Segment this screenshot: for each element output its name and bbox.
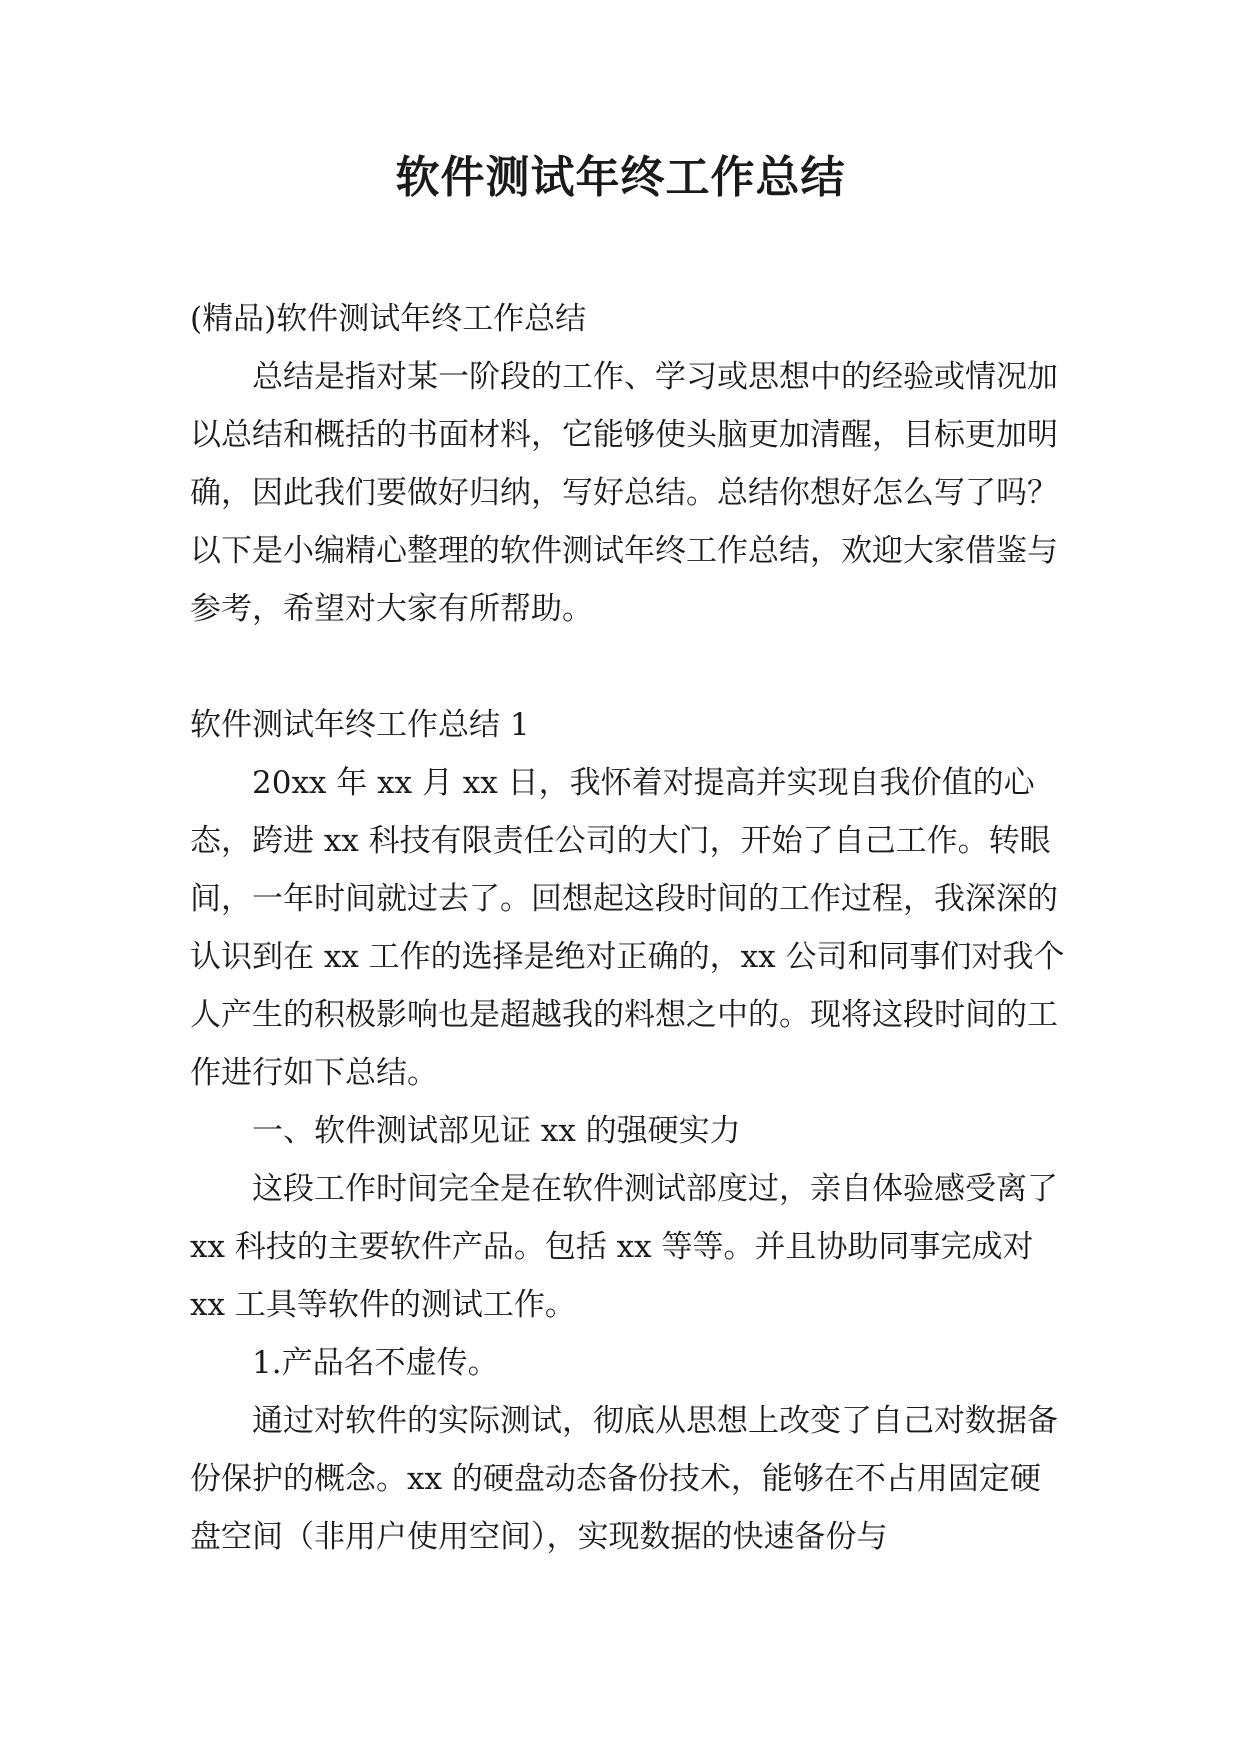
document-title: 软件测试年终工作总结 [395,152,846,203]
list-heading-1: 1.产品名不虚传。 [252,1345,499,1381]
document-body [190,290,1070,1566]
body-paragraph: 这段工作时间完全是在软件测试部度过，亲自体验感受离了 xx 科技的主要软件产品。包括 xx 等等。并且协助同事完成对 xx 工具等软件的测试工作。 [190,1171,1058,1323]
section-heading-1: 一、软件测试部见证 xx 的强硬实力 [252,1113,741,1149]
section-title: 软件测试年终工作总结 1 [190,707,530,743]
body-paragraph: 20xx 年 xx 月 xx 日，我怀着对提高并实现自我价值的心态，跨进 xx 科技有限责任公司的大门，开始了自己工作。转眼间，一年时间就过去了。回想起这段时间的工作过程，我深深的认识到在 xx 工作的选择是绝对正确的，xx 公司和同事们对我个人产生的积极影响也是超越我的料想之中的。现将这段时间的工作进行如下总结。 [190,765,1065,1091]
body-paragraph: 通过对软件的实际测试，彻底从思想上改变了自己对数据备份保护的概念。xx 的硬盘动态备份技术，能够在不占用固定硬盘空间（非用户使用空间），实现数据的快速备份与 [190,1403,1058,1555]
document-subtitle: (精品)软件测试年终工作总结 [190,301,587,337]
paragraph-spacer [190,638,1070,696]
intro-paragraph: 总结是指对某一阶段的工作、学习或思想中的经验或情况加以总结和概括的书面材料，它能够使头脑更加清醒，目标更加明确，因此我们要做好归纳，写好总结。总结你想好怎么写了吗？以下是小编精心整理的软件测试年终工作总结，欢迎大家借鉴与参考，希望对大家有所帮助。 [190,359,1058,627]
